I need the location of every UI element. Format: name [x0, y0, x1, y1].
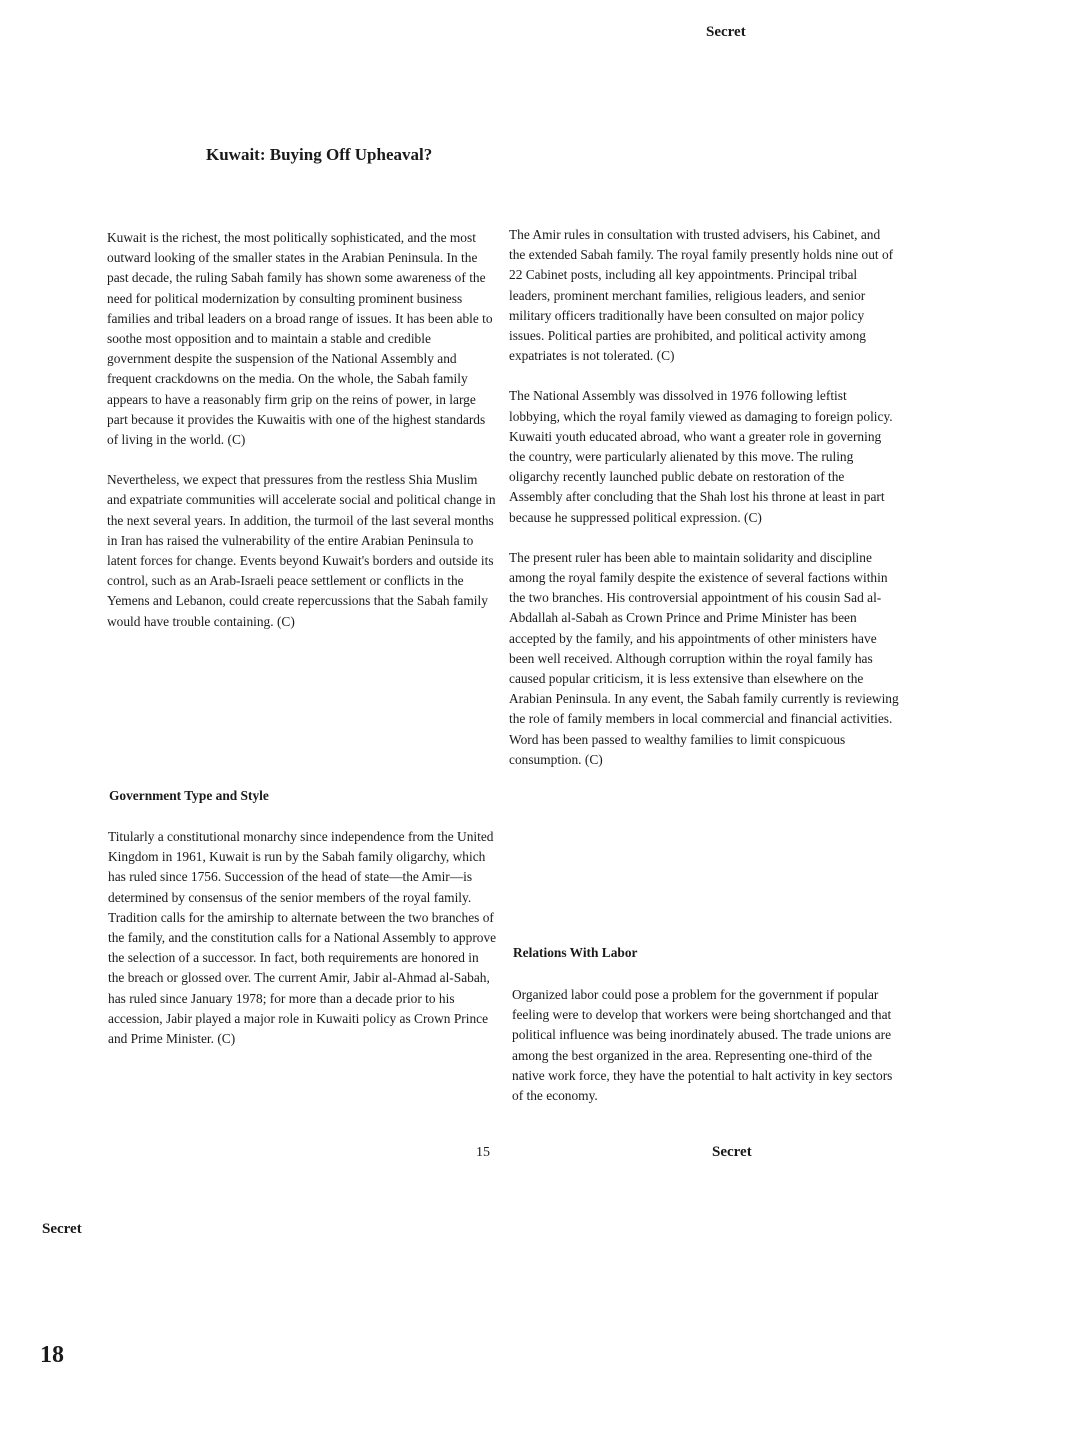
document-title: Kuwait: Buying Off Upheaval? — [206, 145, 433, 164]
paragraph: The present ruler has been able to maintain solidarity and discipline among the royal family despite the existence of several factions within the two branches. His controversial appointment of his cousin Sad al-Abdallah al-Sabah as Crown Prince and Prime Minister has been accepted by the family, and his appointments of other ministers have been well received. Although corruption within the royal family has caused popular criticism, it is less extensive than elsewhere on the Arabian Peninsula. In any event, the Sabah family currently is reviewing the role of family members in local commercial and financial activities. Word has been passed to wealthy families to limit conspicuous consumption. (C) — [509, 549, 899, 767]
classification-marking-bottom: Secret — [712, 1144, 752, 1160]
paragraph: Kuwait is the richest, the most politically sophisticated, and the most outward looking of the smaller states in the Arabian Peninsula. In the past decade, the ruling Sabah family has shown some awareness of the need for political modernization by consulting prominent business families and tribal leaders on a broad range of issues. It has been able to soothe most opposition and to maintain a stable and credible government despite the suspension of the National Assembly and frequent crackdowns on the media. On the whole, the Sabah family appears to have a reasonably firm grip on the reins of power, in large part because it provides the Kuwaitis with one of the highest standards of living in the world. (C) — [107, 230, 493, 448]
classification-marking-outer: Secret — [42, 1221, 82, 1237]
section-heading-government: Government Type and Style — [109, 788, 269, 803]
paragraph: Nevertheless, we expect that pressures from the restless Shia Muslim and expatriate communities will accelerate social and political change in the next several years. In addition, the turmoil of the last several months in Iran has raised the vulnerability of the entire Arabian Peninsula to latent forces for change. Events beyond Kuwait's borders and outside its control, such as an Arab-Israeli peace settlement or conflicts in the Yemens and Lebanon, could create repercussions that the Sabah family would have trouble containing. (C) — [107, 472, 496, 629]
paragraph: The Amir rules in consultation with trusted advisers, his Cabinet, and the extended Sabah family. The royal family presently holds nine out of 22 Cabinet posts, including all key appointments. Principal tribal leaders, prominent merchant families, religious leaders, and senior military officers traditionally have been consulted on major policy issues. Political parties are prohibited, and political activity among expatriates is not tolerated. (C) — [509, 227, 894, 364]
page-number-inner: 15 — [476, 1145, 490, 1160]
paragraph: Titularly a constitutional monarchy since independence from the United Kingdom in 1961, Kuwait is run by the Sabah family oligarchy, which has ruled since 1756. Succession of the head of state—the Amir—is determined by consensus of the senior members of the royal family. Tradition calls for the amirship to alternate between the two branches of the family, and the constitution calls for a National Assembly to approve the selection of a successor. In fact, both requirements are honored in the breach or glossed over. The current Amir, Jabir al-Ahmad al-Sabah, has ruled since January 1978; for more than a decade prior to his accession, Jabir played a major role in Kuwaiti policy as Crown Prince and Prime Minister. (C) — [108, 829, 497, 1047]
paragraph: Organized labor could pose a problem for the government if popular feeling were to develop that workers were being shortchanged and that political influence was being inordinately abused. The trade unions are among the best organized in the area. Representing one-third of the native work force, they have the potential to halt activity in key sectors of the economy. — [512, 987, 893, 1104]
left-column — [107, 228, 497, 652]
section-heading-labor: Relations With Labor — [513, 945, 638, 960]
paragraph: The National Assembly was dissolved in 1976 following leftist lobbying, which the royal family viewed as damaging to foreign policy. Kuwaiti youth educated abroad, who want a greater role in governing the country, were particularly alienated by this move. The ruling oligarchy recently launched public debate on restoration of the Assembly after concluding that the Shah lost his throne at least in part because he suppressed political expression. (C) — [509, 388, 893, 525]
left-column-lower — [108, 827, 498, 1069]
right-column — [509, 225, 899, 790]
right-column-lower — [512, 985, 902, 1126]
classification-marking-top: Secret — [706, 24, 746, 40]
page-number-outer: 18 — [40, 1342, 64, 1368]
